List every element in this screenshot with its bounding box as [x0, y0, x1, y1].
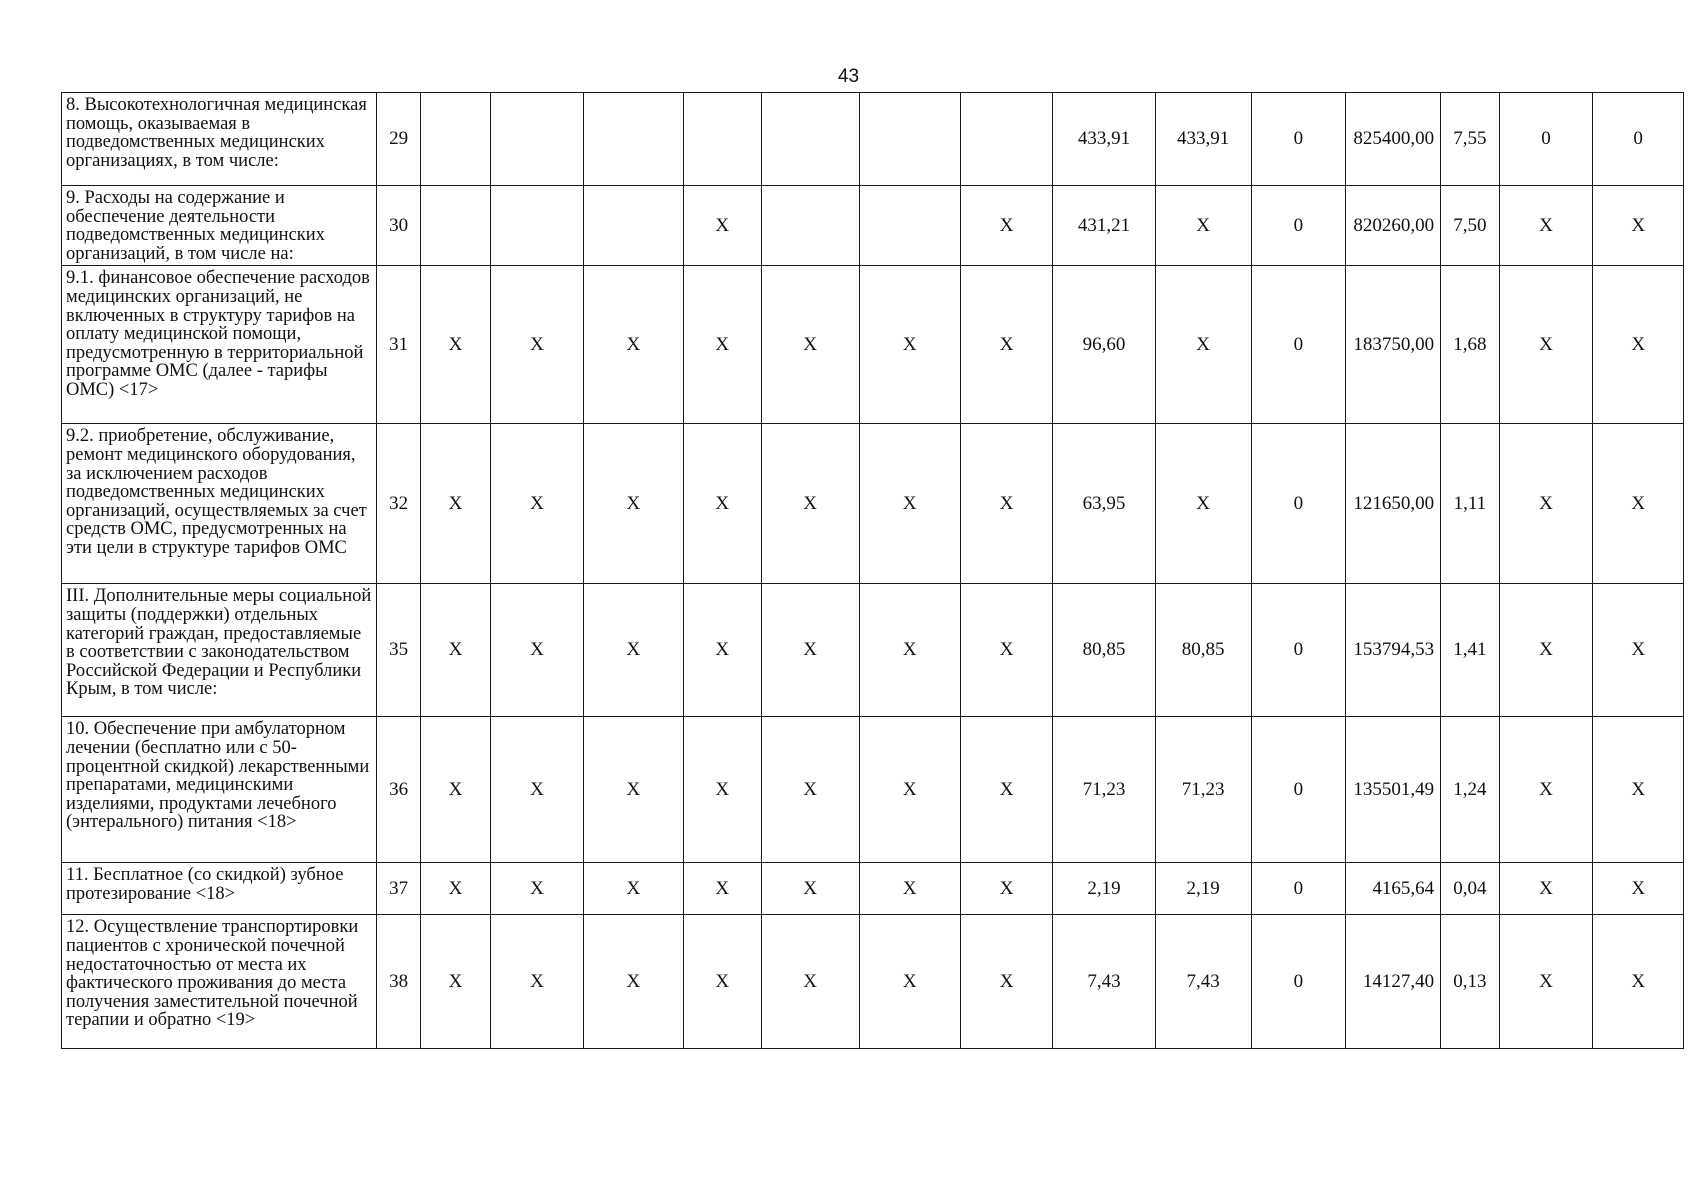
- value-cell: X: [683, 863, 761, 915]
- value-cell: X: [1499, 424, 1593, 584]
- value-cell: X: [1593, 584, 1684, 717]
- value-cell: 0: [1251, 915, 1346, 1049]
- row-code-cell: 36: [377, 717, 421, 863]
- value-cell: [761, 186, 859, 266]
- value-cell: X: [420, 717, 490, 863]
- value-cell: X: [1499, 915, 1593, 1049]
- value-cell: X: [859, 584, 960, 717]
- value-cell: X: [491, 424, 584, 584]
- value-cell: X: [761, 915, 859, 1049]
- value-cell: X: [859, 915, 960, 1049]
- value-cell: X: [1499, 186, 1593, 266]
- value-cell: X: [859, 424, 960, 584]
- value-cell: X: [1499, 584, 1593, 717]
- value-cell: X: [960, 266, 1053, 424]
- value-cell: X: [960, 584, 1053, 717]
- value-cell: 7,50: [1441, 186, 1500, 266]
- row-code-cell: 31: [377, 266, 421, 424]
- table-body: [62, 93, 1684, 1049]
- value-cell: 0: [1251, 186, 1346, 266]
- value-cell: 7,43: [1053, 915, 1155, 1049]
- value-cell: X: [583, 266, 683, 424]
- value-cell: [859, 93, 960, 186]
- table-row: [62, 424, 1684, 584]
- value-cell: X: [859, 266, 960, 424]
- row-name-cell: III. Дополнительные меры социальной защиты (поддержки) отдельных категорий граждан, предоставляемые в соответствии с законодательством Российской Федерации и Республики Крым, в том числе:: [62, 584, 377, 717]
- value-cell: X: [761, 266, 859, 424]
- value-cell: 135501,49: [1346, 717, 1441, 863]
- value-cell: X: [960, 717, 1053, 863]
- value-cell: X: [1593, 863, 1684, 915]
- value-cell: [583, 186, 683, 266]
- value-cell: X: [491, 863, 584, 915]
- value-cell: 71,23: [1053, 717, 1155, 863]
- value-cell: X: [761, 863, 859, 915]
- value-cell: 0: [1251, 584, 1346, 717]
- value-cell: 825400,00: [1346, 93, 1441, 186]
- row-name-cell: 11. Бесплатное (со скидкой) зубное протезирование <18>: [62, 863, 377, 915]
- row-code-cell: 30: [377, 186, 421, 266]
- value-cell: X: [960, 424, 1053, 584]
- row-name-cell: 12. Осуществление транспортировки пациентов с хронической почечной недостаточностью от места их фактического проживания до места получения заместительной почечной терапии и обратно <19>: [62, 915, 377, 1049]
- value-cell: 0: [1251, 266, 1346, 424]
- value-cell: X: [1499, 863, 1593, 915]
- value-cell: X: [583, 584, 683, 717]
- value-cell: X: [420, 584, 490, 717]
- value-cell: X: [859, 863, 960, 915]
- value-cell: 183750,00: [1346, 266, 1441, 424]
- value-cell: 14127,40: [1346, 915, 1441, 1049]
- value-cell: X: [1593, 424, 1684, 584]
- value-cell: 80,85: [1155, 584, 1251, 717]
- value-cell: 1,24: [1441, 717, 1500, 863]
- value-cell: 431,21: [1053, 186, 1155, 266]
- value-cell: X: [683, 266, 761, 424]
- value-cell: X: [960, 186, 1053, 266]
- row-name-cell: 9. Расходы на содержание и обеспечение деятельности подведомственных медицинских организаций, в том числе на:: [62, 186, 377, 266]
- value-cell: 153794,53: [1346, 584, 1441, 717]
- value-cell: 1,11: [1441, 424, 1500, 584]
- value-cell: X: [420, 915, 490, 1049]
- value-cell: X: [1593, 186, 1684, 266]
- value-cell: 0: [1251, 717, 1346, 863]
- value-cell: [420, 186, 490, 266]
- value-cell: 121650,00: [1346, 424, 1441, 584]
- expenditure-table: [61, 92, 1684, 1049]
- value-cell: X: [583, 717, 683, 863]
- row-code-cell: 37: [377, 863, 421, 915]
- value-cell: X: [683, 915, 761, 1049]
- value-cell: 96,60: [1053, 266, 1155, 424]
- value-cell: 7,43: [1155, 915, 1251, 1049]
- table-row: [62, 915, 1684, 1049]
- value-cell: X: [583, 424, 683, 584]
- row-code-cell: 32: [377, 424, 421, 584]
- value-cell: [420, 93, 490, 186]
- value-cell: 71,23: [1155, 717, 1251, 863]
- value-cell: [761, 93, 859, 186]
- table-row: [62, 863, 1684, 915]
- value-cell: 0: [1593, 93, 1684, 186]
- value-cell: [583, 93, 683, 186]
- row-name-cell: 8. Высокотехнологичная медицинская помощь, оказываемая в подведомственных медицинских организациях, в том числе:: [62, 93, 377, 186]
- value-cell: 2,19: [1155, 863, 1251, 915]
- value-cell: 0: [1251, 863, 1346, 915]
- value-cell: X: [1593, 266, 1684, 424]
- value-cell: X: [683, 717, 761, 863]
- value-cell: X: [859, 717, 960, 863]
- value-cell: 0: [1251, 93, 1346, 186]
- value-cell: [683, 93, 761, 186]
- value-cell: X: [491, 915, 584, 1049]
- value-cell: X: [1593, 717, 1684, 863]
- value-cell: X: [420, 424, 490, 584]
- value-cell: X: [583, 915, 683, 1049]
- row-name-cell: 10. Обеспечение при амбулаторном лечении (бесплатно или с 50- процентной скидкой) лекарственными препаратами, медицинскими изделиями, продуктами лечебного (энтерального) питания <18>: [62, 717, 377, 863]
- table-row: [62, 93, 1684, 186]
- value-cell: 4165,64: [1346, 863, 1441, 915]
- value-cell: X: [683, 186, 761, 266]
- value-cell: X: [583, 863, 683, 915]
- value-cell: [491, 93, 584, 186]
- value-cell: X: [420, 266, 490, 424]
- row-code-cell: 35: [377, 584, 421, 717]
- value-cell: 433,91: [1155, 93, 1251, 186]
- value-cell: 1,41: [1441, 584, 1500, 717]
- value-cell: X: [683, 424, 761, 584]
- value-cell: X: [1499, 717, 1593, 863]
- row-code-cell: 29: [377, 93, 421, 186]
- value-cell: X: [960, 915, 1053, 1049]
- value-cell: 1,68: [1441, 266, 1500, 424]
- table-row: [62, 186, 1684, 266]
- value-cell: X: [1593, 915, 1684, 1049]
- value-cell: [960, 93, 1053, 186]
- value-cell: [859, 186, 960, 266]
- row-name-cell: 9.1. финансовое обеспечение расходов медицинских организаций, не включенных в структуру тарифов на оплату медицинской помощи, предусмотренную в территориальной программе ОМС (далее - тарифы ОМС) <17>: [62, 266, 377, 424]
- value-cell: X: [491, 717, 584, 863]
- value-cell: X: [960, 863, 1053, 915]
- page-number: 43: [837, 66, 860, 87]
- table-row: [62, 266, 1684, 424]
- value-cell: 2,19: [1053, 863, 1155, 915]
- table-row: [62, 717, 1684, 863]
- value-cell: X: [1155, 186, 1251, 266]
- value-cell: 80,85: [1053, 584, 1155, 717]
- value-cell: [491, 186, 584, 266]
- value-cell: X: [491, 584, 584, 717]
- value-cell: X: [491, 266, 584, 424]
- row-code-cell: 38: [377, 915, 421, 1049]
- row-name-cell: 9.2. приобретение, обслуживание, ремонт медицинского оборудования, за исключением расходов подведомственных медицинских организаций, осуществляемых за счет средств ОМС, предусмотренных на эти цели в структуре тарифов ОМС: [62, 424, 377, 584]
- value-cell: 0,04: [1441, 863, 1500, 915]
- value-cell: X: [1499, 266, 1593, 424]
- value-cell: 7,55: [1441, 93, 1500, 186]
- value-cell: 433,91: [1053, 93, 1155, 186]
- value-cell: 820260,00: [1346, 186, 1441, 266]
- value-cell: 0: [1499, 93, 1593, 186]
- value-cell: X: [761, 424, 859, 584]
- table-row: [62, 584, 1684, 717]
- value-cell: 0: [1251, 424, 1346, 584]
- value-cell: 63,95: [1053, 424, 1155, 584]
- value-cell: X: [761, 584, 859, 717]
- value-cell: X: [1155, 266, 1251, 424]
- value-cell: X: [683, 584, 761, 717]
- value-cell: X: [1155, 424, 1251, 584]
- value-cell: X: [420, 863, 490, 915]
- value-cell: 0,13: [1441, 915, 1500, 1049]
- value-cell: X: [761, 717, 859, 863]
